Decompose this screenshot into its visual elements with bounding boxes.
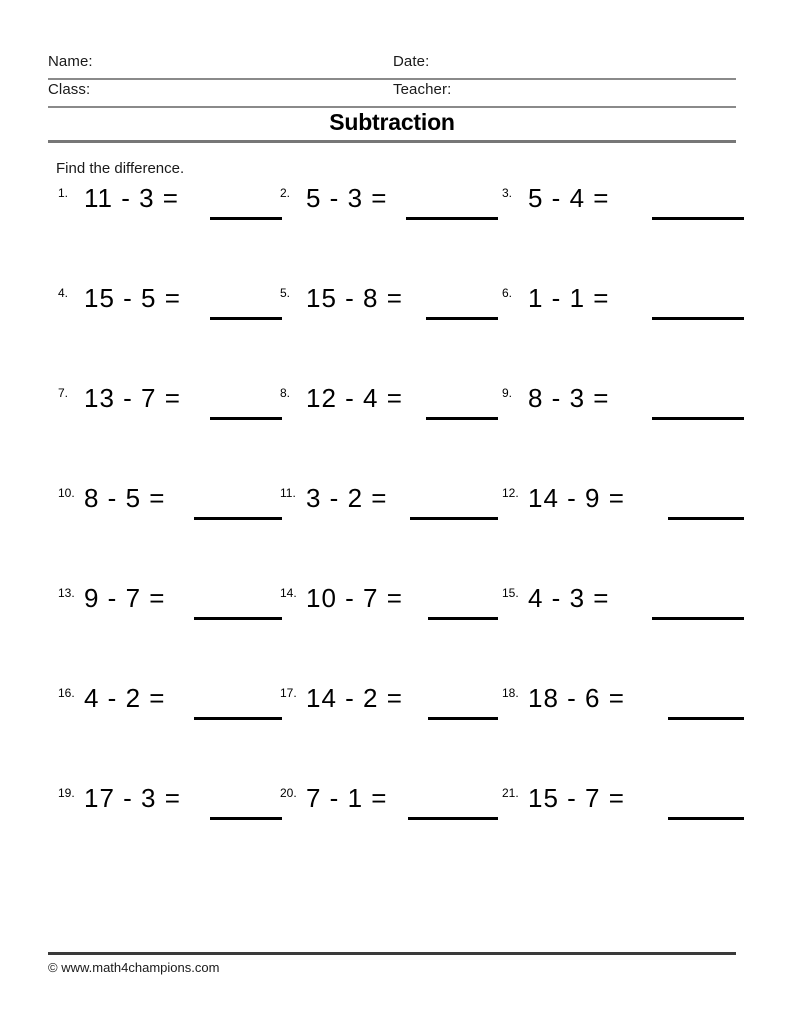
problem-expression: 10 - 7 =: [306, 583, 403, 613]
answer-blank[interactable]: [652, 617, 744, 620]
name-date-row: [48, 52, 736, 80]
problem-number: 4.: [58, 286, 69, 300]
footer: [48, 952, 736, 976]
problem-4: [58, 282, 286, 328]
answer-blank[interactable]: [210, 317, 282, 320]
problem-number: 3.: [502, 186, 513, 200]
problem-10: [58, 482, 286, 528]
problem-number: 10.: [58, 486, 75, 500]
answer-blank[interactable]: [210, 417, 282, 420]
problem-row: [48, 782, 748, 882]
problem-expression: 4 - 2 =: [84, 683, 166, 713]
class-label: Class:: [48, 81, 91, 98]
answer-blank[interactable]: [668, 517, 744, 520]
problem-13: [58, 582, 286, 628]
problem-expression: 3 - 2 =: [306, 483, 388, 513]
problem-row: [48, 182, 748, 282]
problem-20: [280, 782, 502, 828]
problem-number: 20.: [280, 786, 297, 800]
answer-blank[interactable]: [426, 417, 498, 420]
problem-number: 9.: [502, 386, 513, 400]
problem-number: 16.: [58, 686, 75, 700]
problem-row: [48, 282, 748, 382]
problem-number: 15.: [502, 586, 519, 600]
problem-expression: 15 - 5 =: [84, 283, 181, 313]
problem-8: [280, 382, 502, 428]
problem-15: [502, 582, 748, 628]
answer-blank[interactable]: [194, 517, 282, 520]
teacher-label: Teacher:: [393, 81, 452, 98]
problem-5: [280, 282, 502, 328]
name-label: Name:: [48, 53, 93, 70]
problem-row: [48, 582, 748, 682]
problem-expression: 5 - 3 =: [306, 183, 388, 213]
problem-1: [58, 182, 286, 228]
problem-12: [502, 482, 748, 528]
problem-expression: 14 - 9 =: [528, 483, 625, 513]
problem-number: 7.: [58, 386, 69, 400]
problem-number: 11.: [280, 486, 296, 500]
problem-expression: 13 - 7 =: [84, 383, 181, 413]
answer-blank[interactable]: [652, 417, 744, 420]
problem-expression: 14 - 2 =: [306, 683, 403, 713]
problem-number: 18.: [502, 686, 519, 700]
problem-expression: 11 - 3 =: [84, 183, 179, 213]
answer-blank[interactable]: [410, 517, 498, 520]
problem-grid: [48, 182, 748, 882]
answer-blank[interactable]: [428, 617, 498, 620]
answer-blank[interactable]: [194, 717, 282, 720]
page-title: Subtraction: [329, 109, 455, 135]
problem-3: [502, 182, 748, 228]
problem-9: [502, 382, 748, 428]
problem-expression: 5 - 4 =: [528, 183, 610, 213]
student-info-header: [48, 52, 736, 108]
problem-row: [48, 682, 748, 782]
problem-6: [502, 282, 748, 328]
problem-expression: 15 - 8 =: [306, 283, 403, 313]
problem-21: [502, 782, 748, 828]
instruction-text: Find the difference.: [56, 160, 185, 177]
answer-blank[interactable]: [406, 217, 498, 220]
answer-blank[interactable]: [426, 317, 498, 320]
problem-number: 12.: [502, 486, 519, 500]
problem-number: 2.: [280, 186, 291, 200]
problem-2: [280, 182, 502, 228]
problem-19: [58, 782, 286, 828]
problem-number: 17.: [280, 686, 297, 700]
problem-row: [48, 382, 748, 482]
problem-number: 19.: [58, 786, 75, 800]
answer-blank[interactable]: [408, 817, 498, 820]
problem-number: 13.: [58, 586, 75, 600]
answer-blank[interactable]: [668, 817, 744, 820]
problem-expression: 12 - 4 =: [306, 383, 403, 413]
copyright-text: © www.math4champions.com: [48, 960, 220, 975]
answer-blank[interactable]: [668, 717, 744, 720]
title-block: [48, 108, 736, 143]
answer-blank[interactable]: [210, 217, 282, 220]
problem-expression: 4 - 3 =: [528, 583, 610, 613]
problem-14: [280, 582, 502, 628]
problem-expression: 7 - 1 =: [306, 783, 388, 813]
problem-expression: 17 - 3 =: [84, 783, 181, 813]
answer-blank[interactable]: [210, 817, 282, 820]
problem-row: [48, 482, 748, 582]
problem-expression: 8 - 5 =: [84, 483, 166, 513]
problem-7: [58, 382, 286, 428]
problem-16: [58, 682, 286, 728]
problem-number: 8.: [280, 386, 291, 400]
problem-18: [502, 682, 748, 728]
answer-blank[interactable]: [194, 617, 282, 620]
problem-number: 1.: [58, 186, 69, 200]
problem-17: [280, 682, 502, 728]
problem-11: [280, 482, 502, 528]
problem-number: 14.: [280, 586, 297, 600]
problem-expression: 8 - 3 =: [528, 383, 610, 413]
answer-blank[interactable]: [652, 217, 744, 220]
problem-expression: 15 - 7 =: [528, 783, 625, 813]
answer-blank[interactable]: [428, 717, 498, 720]
problem-number: 6.: [502, 286, 513, 300]
problem-number: 21.: [502, 786, 519, 800]
class-teacher-row: [48, 80, 736, 108]
problem-expression: 1 - 1 =: [528, 283, 610, 313]
problem-expression: 18 - 6 =: [528, 683, 625, 713]
date-label: Date:: [393, 53, 430, 70]
answer-blank[interactable]: [652, 317, 744, 320]
problem-expression: 9 - 7 =: [84, 583, 166, 613]
problem-number: 5.: [280, 286, 291, 300]
